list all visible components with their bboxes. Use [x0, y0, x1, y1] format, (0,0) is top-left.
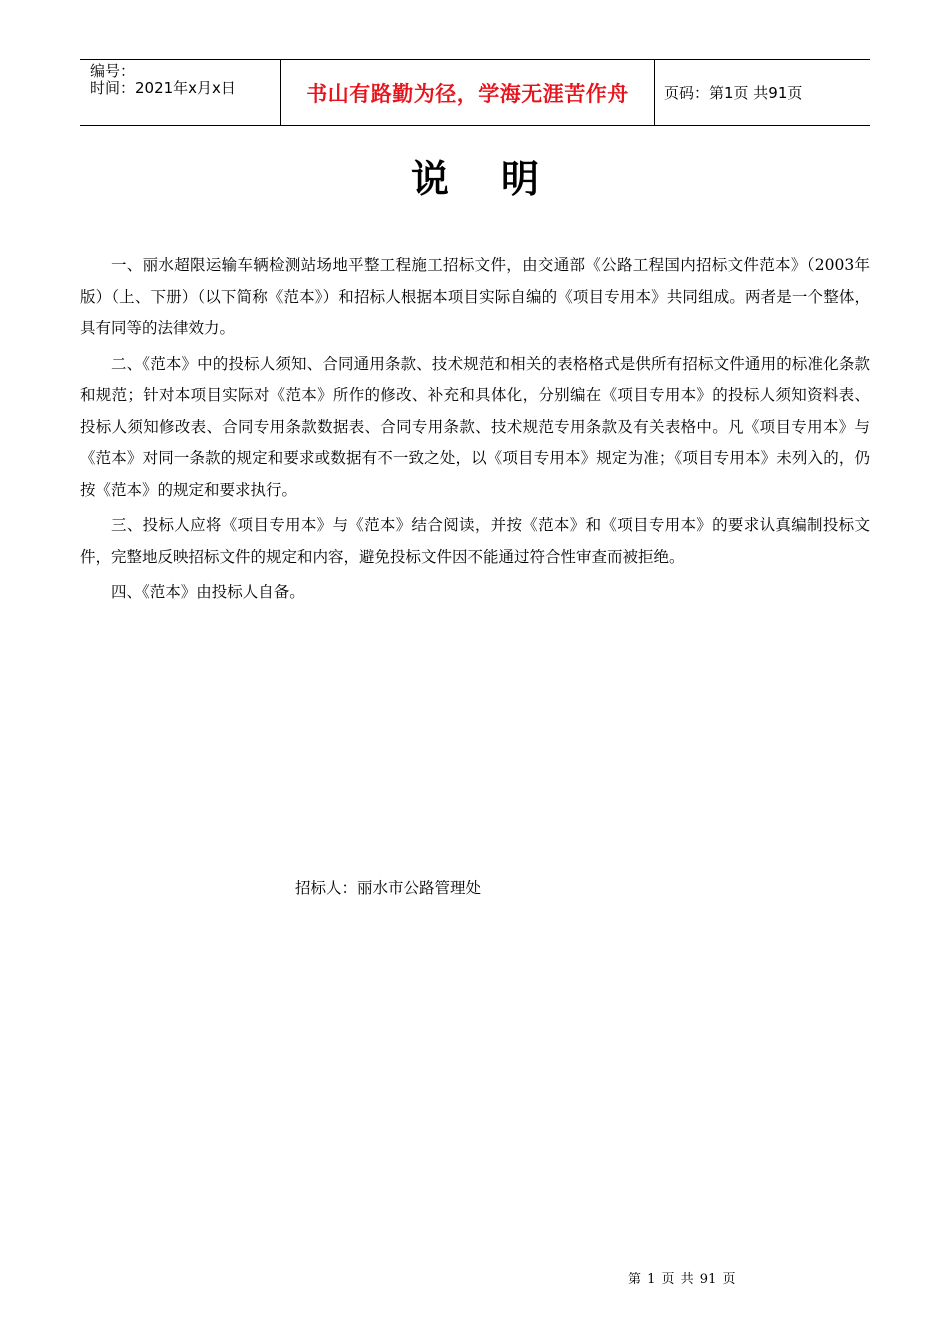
document-code-label: 编号： — [90, 62, 136, 80]
page-header — [80, 59, 870, 126]
page-footer: 第 1 页 共 91 页 — [628, 1272, 736, 1287]
paragraph-2: 二、《范本》中的投标人须知、合同通用条款、技术规范和相关的表格格式是供所有招标文件通用的标准化条款和规范；针对本项目实际对《范本》所作的修改、补充和具体化，分别编在《项目专用本》的投标人须知资料表、投标人须知修改表、合同专用条款数据表、合同专用条款、技术规范专用条款及有关表格中。凡《项目专用本》与《范本》对同一条款的规定和要求或数据有不一致之处，以《项目专用本》规定为准；《项目专用本》未列入的，仍按《范本》的规定和要求执行。 — [80, 354, 870, 499]
signer-line: 招标人：丽水市公路管理处 — [295, 879, 482, 897]
header-motto: 书山有路勤为径，学海无涯苦作舟 — [281, 60, 655, 125]
page-title: 说明 — [410, 157, 591, 201]
header-page-info: 页码：第1页 共91页 — [664, 84, 803, 102]
paragraph-4: 四、《范本》由投标人自备。 — [111, 583, 305, 601]
document-body — [80, 250, 870, 613]
paragraph-1: 一、丽水超限运输车辆检测站场地平整工程施工招标文件，由交通部《公路工程国内招标文件范本》（2003年版）（上、下册）（以下简称《范本》）和招标人根据本项目实际自编的《项目专用本》共同组成。两者是一个整体，具有同等的法律效力。 — [80, 256, 870, 337]
header-meta — [80, 60, 281, 125]
document-time-label: 时间：2021年x月x日 — [90, 79, 236, 97]
paragraph-3: 三、投标人应将《项目专用本》与《范本》结合阅读，并按《范本》和《项目专用本》的要求认真编制投标文件，完整地反映招标文件的规定和内容，避免投标文件因不能通过符合性审查而被拒绝。 — [80, 516, 870, 566]
